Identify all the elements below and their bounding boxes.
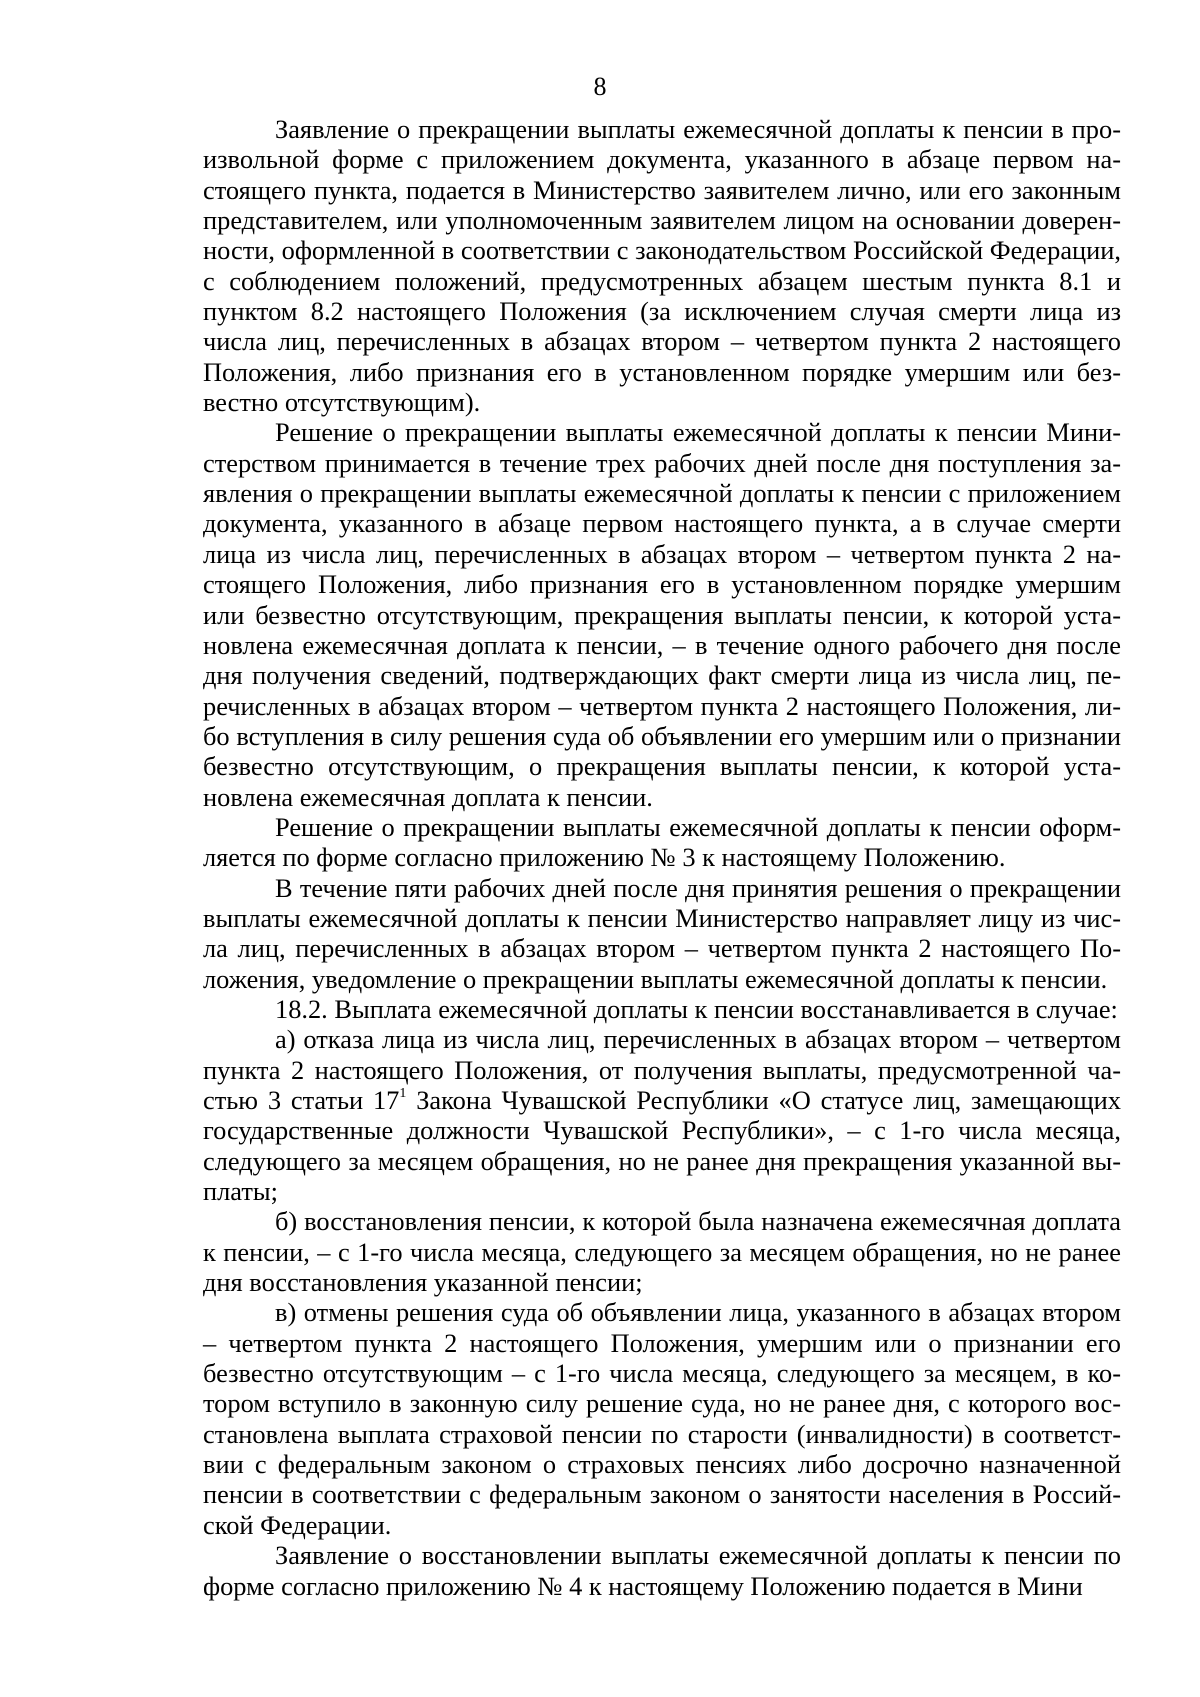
paragraph-item-b: б) восстановления пенсии, к которой была назначена ежемесячная доплата к пенсии, – с 1-го числа месяца, следующего за месяцем обращения, но не ранее дня восстановления указанной пенсии;: [203, 1206, 1121, 1298]
paragraph-item-a: [203, 1024, 1121, 1206]
paragraph-18-2-heading: 18.2. Выплата ежемесячной доплаты к пенсии восстанавливается в случае:: [275, 993, 1118, 1024]
paragraph-application-termination: Заявление о прекращении выплаты ежемесячной доплаты к пенсии в произвольной форме с приложением документа, указанного в абзаце первом настоящего пункта, подается в Министерство заявителем лично, или его законным представителем, или уполномоченным заявителем лицом на основании доверенности, оформленной в соответствии с законодательством Российской Федерации, с соблюдением положений, предусмотренных абзацем шестым пункта 8.1 и пунктом 8.2 настоящего Положения (за исключением случая смерти лица из числа лиц, перечисленных в абзацах втором – четвертом пункта 2 настоящего Положения, либо признания его в установленном порядке умершим или безвестно отсутствующим).: [203, 114, 1121, 418]
paragraph-termination-decision: Решение о прекращении выплаты ежемесячной доплаты к пенсии Министерством принимается в течение трех рабочих дней после дня поступления заявления о прекращении выплаты ежемесячной доплаты к пенсии с приложением документа, указанного в абзаце первом настоящего пункта, а в случае смерти лица из числа лиц, перечисленных в абзацах втором – четвертом пункта 2 настоящего Положения, либо признания его в установленном порядке умершим или безвестно отсутствующим, прекращения выплаты пенсии, к которой установлена ежемесячная доплата к пенсии, – в течение одного рабочего дня после дня получения сведений, подтверждающих факт смерти лица из числа лиц, перечисленных в абзацах втором – четвертом пункта 2 настоящего Положения, либо вступления в силу решения суда об объявлении его умершим или о признании безвестно отсутствующим, о прекращения выплаты пенсии, к которой установлена ежемесячная доплата к пенсии.: [203, 417, 1121, 812]
paragraph-decision-form: Решение о прекращении выплаты ежемесячной доплаты к пенсии оформляется по форме согласно приложению № 3 к настоящему Положению.: [203, 811, 1121, 873]
page-number: 8: [593, 72, 607, 101]
superscript-footnote: 1: [399, 1086, 407, 1101]
paragraph-restoration-application: Заявление о восстановлении выплаты ежемесячной доплаты к пенсии по форме согласно приложению № 4 к настоящему Положению подается в Мини: [203, 1540, 1121, 1601]
document-body: [203, 114, 1121, 1601]
paragraph-item-v: в) отмены решения суда об объявлении лица, указанного в абзацах втором – четвертом пункта 2 настоящего Положения, умершим или о признании его безвестно отсутствующим – с 1-го числа месяца, следующего за месяцем, в котором вступило в законную силу решение суда, но не ранее дня, с которого восстановлена выплата страховой пенсии по старости (инвалидности) в соответствии с федеральным законом о страховых пенсиях либо досрочно назначенной пенсии в соответствии с федеральным законом о занятости населения в Российской Федерации.: [203, 1297, 1121, 1540]
item-a-text-end: Закона Чувашской Республики «О статусе лиц, замещающих государственные должности Чувашской Республики», – с 1-го числа месяца, следующего за месяцем обращения, но не ранее дня прекращения указанной выплаты;: [203, 1085, 1121, 1207]
item-a-text-start: а) отказа лица из числа лиц, перечисленных в абзацах втором – четвертом пункта 2 настоящего Положения, от получения выплаты, предусмотренной частью 3 статьи 17: [203, 1024, 1121, 1115]
paragraph-notification: В течение пяти рабочих дней после дня принятия решения о прекращении выплаты ежемесячной доплаты к пенсии Министерство направляет лицу из числа лиц, перечисленных в абзацах втором – четвертом пункта 2 настоящего Положения, уведомление о прекращении выплаты ежемесячной доплаты к пенсии.: [203, 872, 1121, 994]
